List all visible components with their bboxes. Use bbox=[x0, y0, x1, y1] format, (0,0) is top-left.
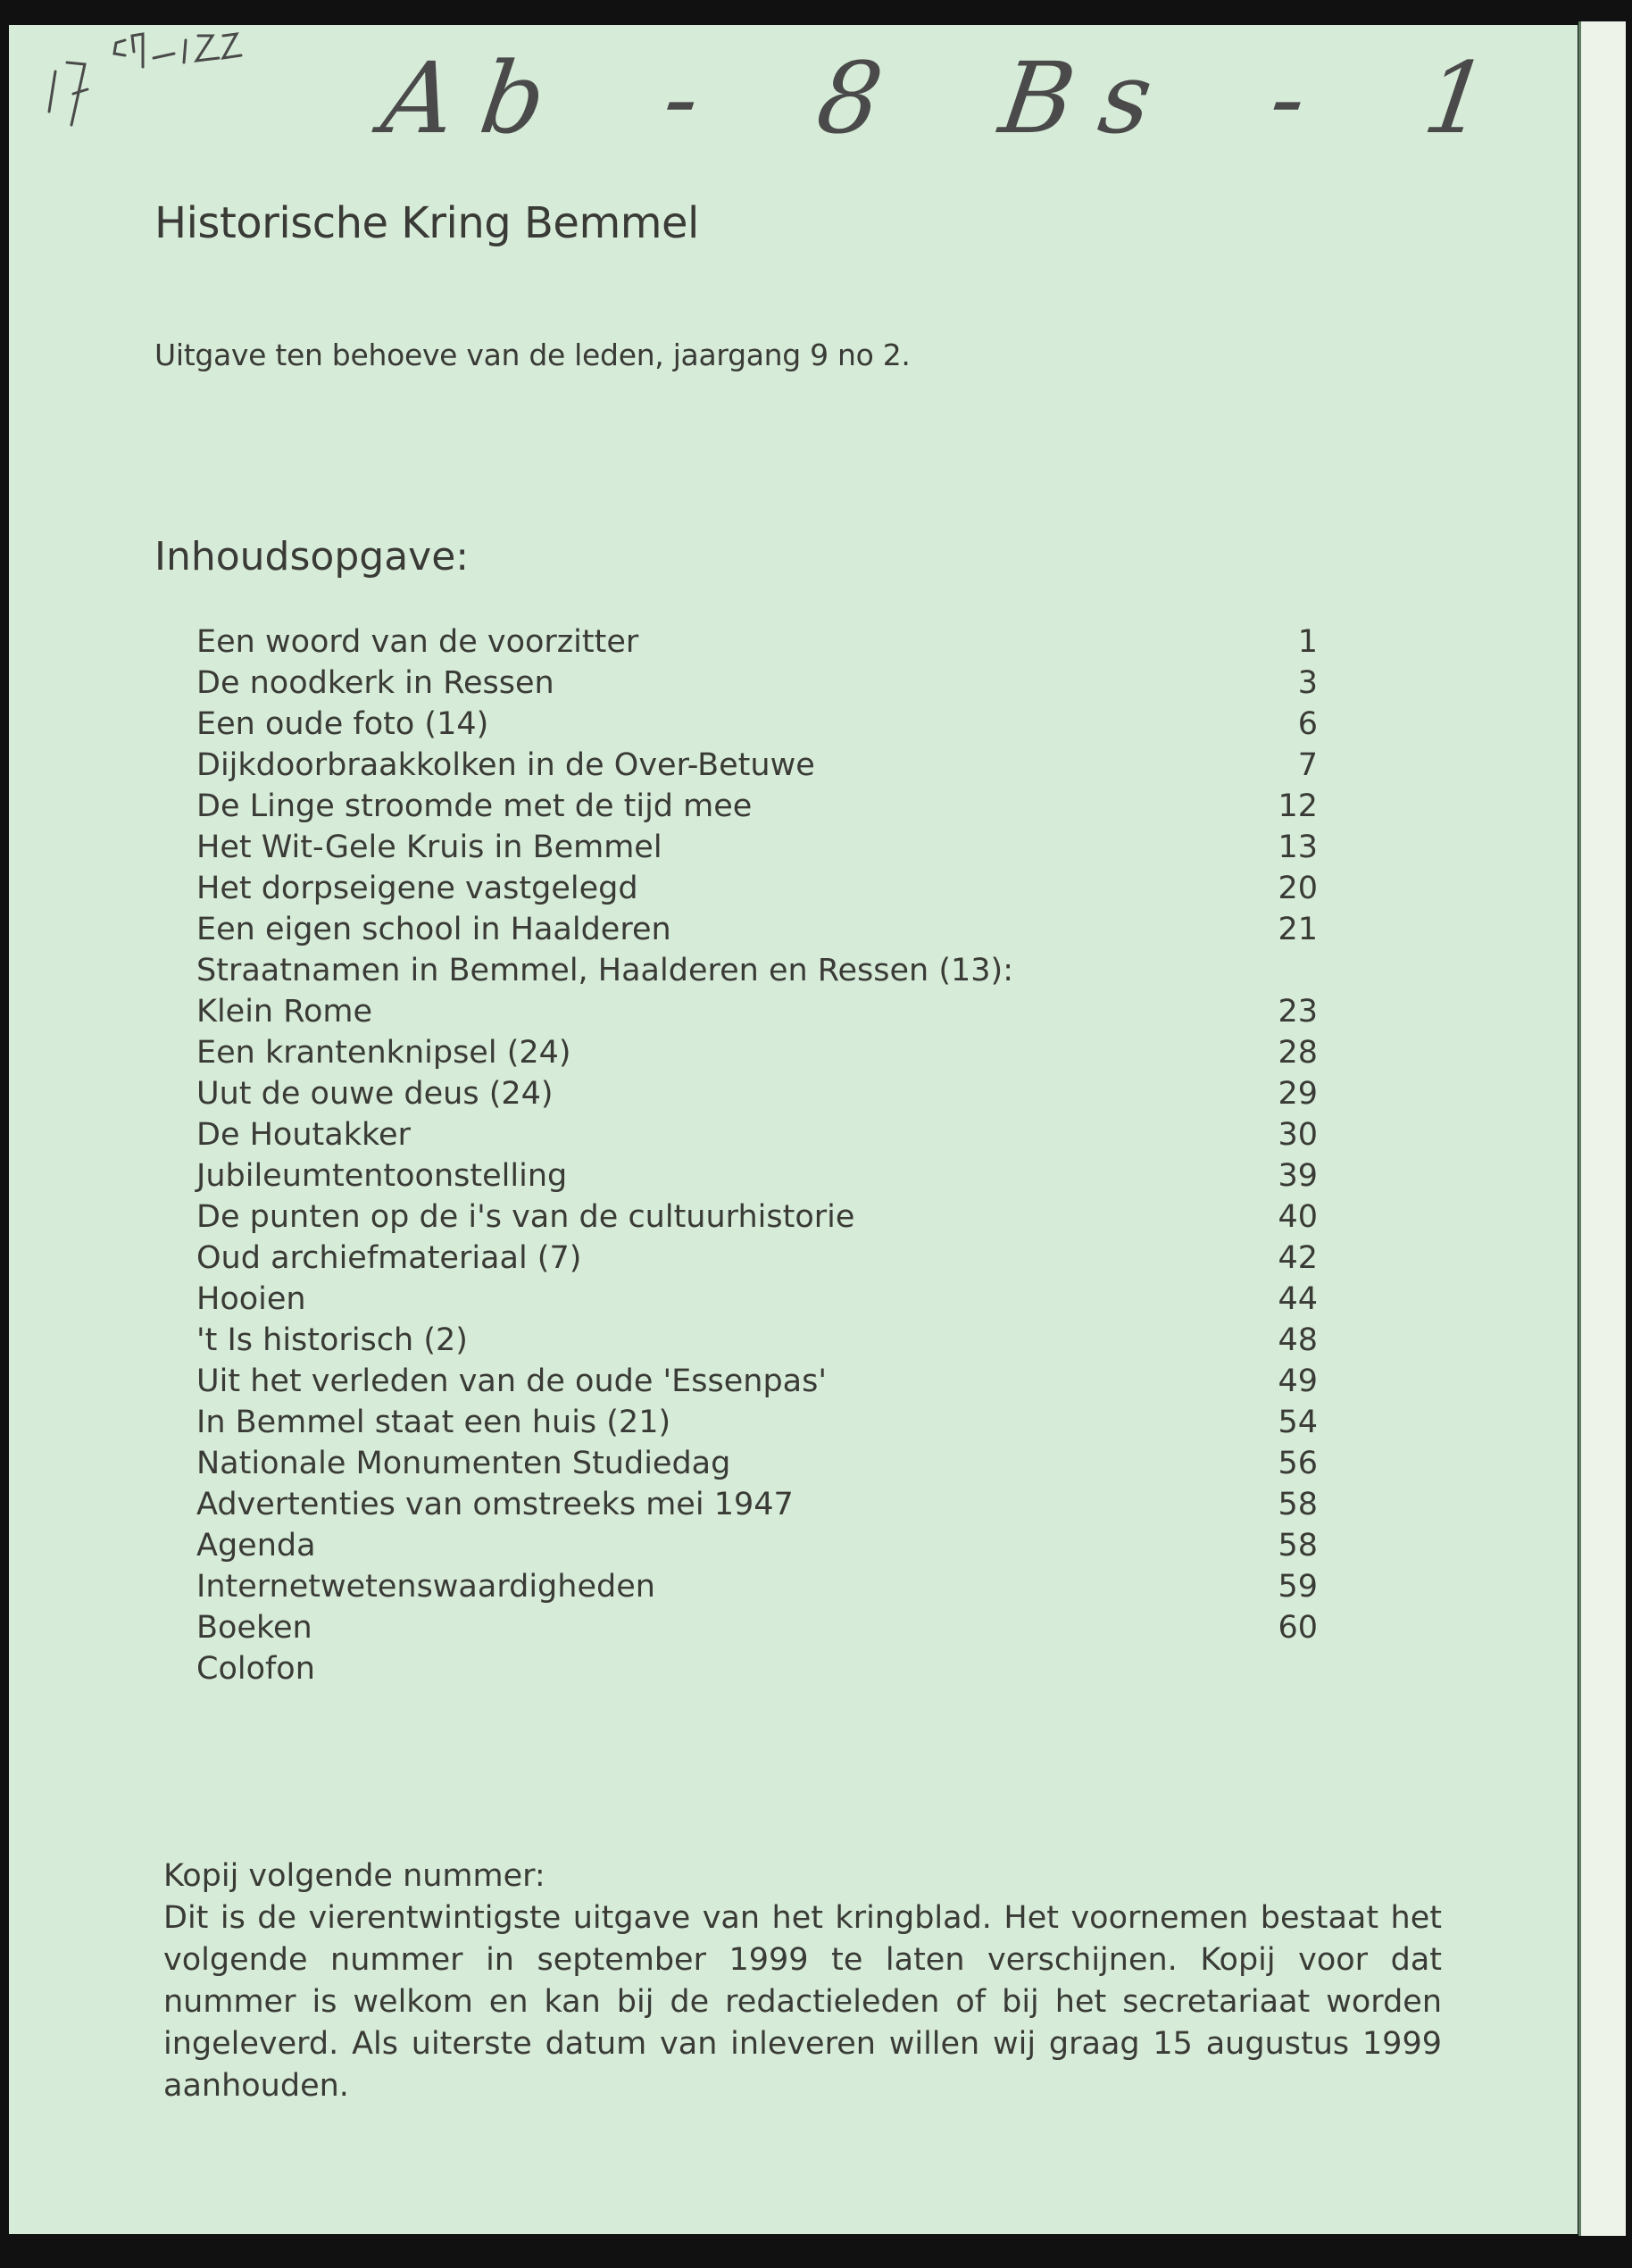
toc-entry bbox=[196, 745, 1318, 786]
toc-entry bbox=[196, 827, 1318, 868]
toc-entry-page: 23 bbox=[1278, 994, 1318, 1030]
notice-heading: Kopij volgende nummer: bbox=[163, 1858, 545, 1894]
toc-entry-page: 29 bbox=[1278, 1076, 1318, 1112]
toc-entry-title: Boeken bbox=[196, 1610, 312, 1646]
toc-entry-page: 6 bbox=[1297, 706, 1318, 742]
toc-entry bbox=[196, 1238, 1318, 1279]
toc-entry-page: 1 bbox=[1297, 624, 1318, 660]
notice-paragraph bbox=[163, 1855, 1442, 2107]
toc-entry bbox=[196, 1114, 1318, 1155]
toc-entry-title: Straatnamen in Bemmel, Haalderen en Ressen (13): bbox=[196, 953, 1014, 988]
toc-entry-page: 58 bbox=[1278, 1528, 1318, 1563]
toc-entry-title: De Houtakker bbox=[196, 1117, 411, 1153]
toc-entry bbox=[196, 1032, 1318, 1073]
toc-entry-page: 42 bbox=[1278, 1240, 1318, 1276]
toc-entry bbox=[196, 991, 1318, 1032]
toc-entry-title: De punten op de i's van de cultuurhistorie bbox=[196, 1199, 855, 1235]
toc-entry bbox=[196, 1279, 1318, 1320]
toc-entry-page: 54 bbox=[1278, 1405, 1318, 1440]
toc-entry-title: Hooien bbox=[196, 1281, 306, 1317]
toc-entry-title: Een oude foto (14) bbox=[196, 706, 489, 742]
archive-number-handwriting bbox=[49, 34, 241, 125]
toc-entry-title: Advertenties van omstreeks mei 1947 bbox=[196, 1487, 794, 1522]
toc-entry bbox=[196, 1484, 1318, 1525]
toc-entry-title: Klein Rome bbox=[196, 994, 373, 1030]
toc-entry-page: 48 bbox=[1278, 1322, 1318, 1358]
toc-entry bbox=[196, 1525, 1318, 1566]
toc-entry-title: Agenda bbox=[196, 1528, 316, 1563]
toc-entry bbox=[196, 950, 1318, 991]
toc-entry-page: 56 bbox=[1278, 1446, 1318, 1481]
toc-entry-title: Uit het verleden van de oude 'Essenpas' bbox=[196, 1363, 827, 1399]
signature-handwriting: Ab - 8 Bs - 1 bbox=[376, 41, 1523, 155]
toc-entry-title: Uut de ouwe deus (24) bbox=[196, 1076, 554, 1112]
table-of-contents bbox=[196, 621, 1318, 1689]
toc-entry-page: 40 bbox=[1278, 1199, 1318, 1235]
toc-entry-title: Colofon bbox=[196, 1651, 315, 1687]
toc-entry-page: 39 bbox=[1278, 1158, 1318, 1194]
toc-entry bbox=[196, 909, 1318, 950]
toc-entry-page: 59 bbox=[1278, 1569, 1318, 1605]
toc-entry-title: Het Wit-Gele Kruis in Bemmel bbox=[196, 830, 662, 865]
toc-entry bbox=[196, 663, 1318, 704]
toc-entry-page: 20 bbox=[1278, 871, 1318, 906]
toc-entry bbox=[196, 868, 1318, 909]
toc-entry bbox=[196, 1361, 1318, 1402]
toc-entry bbox=[196, 1197, 1318, 1238]
toc-entry-page: 3 bbox=[1297, 665, 1318, 701]
toc-entry-page: 13 bbox=[1278, 830, 1318, 865]
notice-text: Dit is de vierentwintigste uitgave van het kringblad. Het voornemen bestaat het volgende nummer in september 1999 te laten verschijnen. Kopij voor dat nummer is welkom en kan bij de redactieleden of bij het secretariaat worden ingeleverd. Als uiterste datum van inleveren willen wij graag 15 augustus 1999 aanhouden. bbox=[163, 1900, 1442, 2104]
toc-entry-page: 49 bbox=[1278, 1363, 1318, 1399]
toc-entry bbox=[196, 1402, 1318, 1443]
toc-entry-title: Jubileumtentoonstelling bbox=[196, 1158, 568, 1194]
document-title: Historische Kring Bemmel bbox=[154, 198, 699, 248]
document-subtitle: Uitgave ten behoeve van de leden, jaargang 9 no 2. bbox=[154, 338, 911, 372]
toc-entry bbox=[196, 1648, 1318, 1689]
toc-entry bbox=[196, 786, 1318, 827]
toc-entry-title: Het dorpseigene vastgelegd bbox=[196, 871, 638, 906]
toc-entry bbox=[196, 1155, 1318, 1197]
toc-entry bbox=[196, 704, 1318, 745]
toc-entry bbox=[196, 1320, 1318, 1361]
toc-entry-title: Nationale Monumenten Studiedag bbox=[196, 1446, 731, 1481]
toc-entry bbox=[196, 621, 1318, 663]
toc-entry-title: Oud archiefmateriaal (7) bbox=[196, 1240, 582, 1276]
toc-entry-title: Een woord van de voorzitter bbox=[196, 624, 639, 660]
toc-entry bbox=[196, 1607, 1318, 1648]
toc-entry-title: Een eigen school in Haalderen bbox=[196, 912, 671, 947]
toc-entry-page: 60 bbox=[1278, 1610, 1318, 1646]
toc-entry-title: 't Is historisch (2) bbox=[196, 1322, 468, 1358]
toc-entry-title: Dijkdoorbraakkolken in de Over-Betuwe bbox=[196, 747, 815, 783]
toc-entry-title: De Linge stroomde met de tijd mee bbox=[196, 788, 753, 824]
toc-heading: Inhoudsopgave: bbox=[154, 534, 470, 580]
toc-entry-page: 28 bbox=[1278, 1035, 1318, 1071]
toc-entry bbox=[196, 1566, 1318, 1607]
toc-entry-title: De noodkerk in Ressen bbox=[196, 665, 554, 701]
toc-entry bbox=[196, 1073, 1318, 1114]
toc-entry-page: 58 bbox=[1278, 1487, 1318, 1522]
toc-entry-page: 7 bbox=[1297, 747, 1318, 783]
toc-entry bbox=[196, 1443, 1318, 1484]
toc-entry-title: Een krantenknipsel (24) bbox=[196, 1035, 571, 1071]
toc-entry-page: 30 bbox=[1278, 1117, 1318, 1153]
toc-entry-title: Internetwetenswaardigheden bbox=[196, 1569, 655, 1605]
toc-entry-page: 12 bbox=[1278, 788, 1318, 824]
toc-entry-page: 21 bbox=[1278, 912, 1318, 947]
toc-entry-title: In Bemmel staat een huis (21) bbox=[196, 1405, 671, 1440]
toc-entry-page: 44 bbox=[1278, 1281, 1318, 1317]
